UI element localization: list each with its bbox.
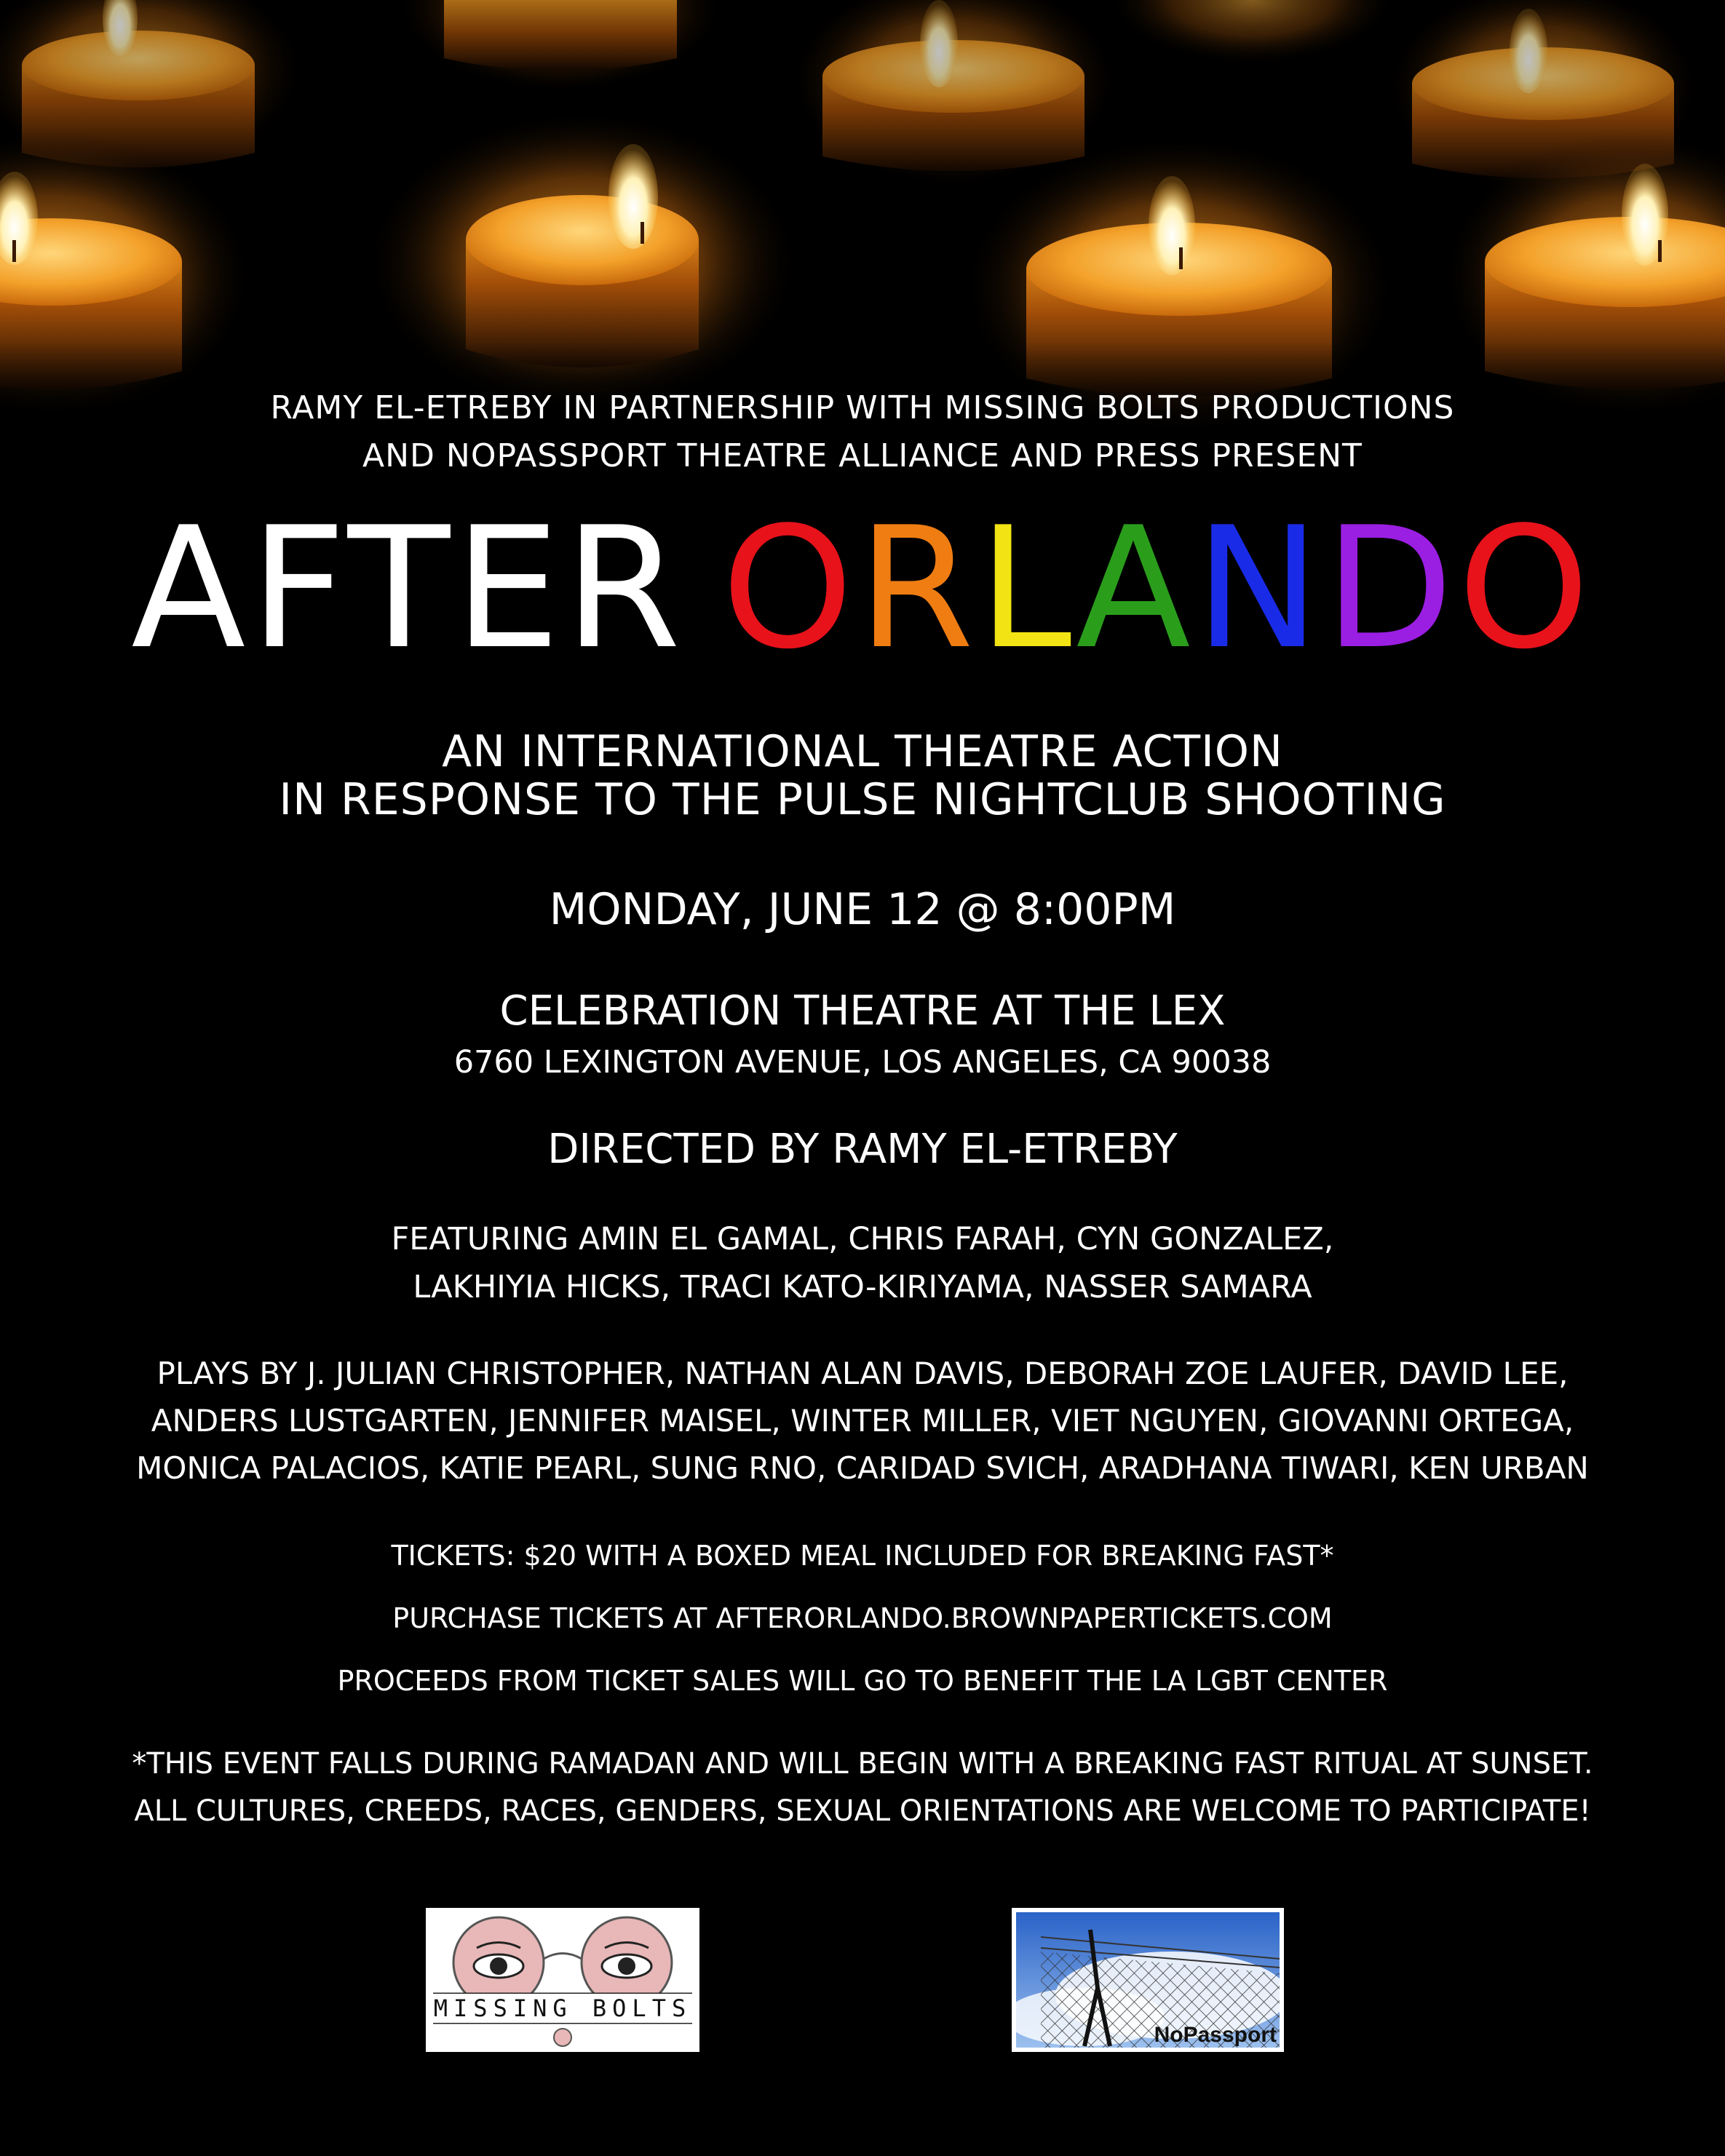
event-subtitle: [0, 728, 1725, 824]
cast-line-2: LAKHIYIA HICKS, TRACI KATO-KIRIYAMA, NASSER SAMARA: [413, 1269, 1312, 1305]
title-letter-5: N: [1194, 492, 1325, 686]
venue-address: 6760 LEXINGTON AVENUE, LOS ANGELES, CA 90038: [453, 1044, 1272, 1081]
note-line-2: ALL CULTURES, CREEDS, RACES, GENDERS, SEXUAL ORIENTATIONS ARE WELCOME TO PARTICIPATE!: [134, 1794, 1591, 1828]
proceeds-info: PROCEEDS FROM TICKET SALES WILL GO TO BENEFIT THE LA LGBT CENTER: [337, 1665, 1388, 1697]
playwrights-line-1: PLAYS BY J. JULIAN CHRISTOPHER, NATHAN ALAN DAVIS, DEBORAH ZOE LAUFER, DAVID LEE,: [156, 1356, 1569, 1391]
title-letter-1: O: [721, 492, 858, 686]
title-letter-4: A: [1076, 492, 1195, 686]
missing-bolts-wordmark: MISSING BOLTS: [426, 1994, 699, 2023]
cast-list: [0, 1215, 1725, 1311]
event-datetime: MONDAY, JUNE 12 @ 8:00PM: [549, 884, 1176, 935]
ramadan-note: [0, 1741, 1725, 1835]
cast-line-1: FEATURING AMIN EL GAMAL, CHRIS FARAH, CYN GONZALEZ,: [391, 1221, 1334, 1257]
event-title: [0, 492, 1725, 686]
playwrights-list: [0, 1350, 1725, 1492]
missing-bolts-logo: [426, 1908, 699, 2052]
playwrights-line-3: MONICA PALACIOS, KATIE PEARL, SUNG RNO, CARIDAD SVICH, ARADHANA TIWARI, KEN URBAN: [136, 1450, 1589, 1486]
presenters-credit: [0, 384, 1725, 480]
presenters-line-2: AND NOPASSPORT THEATRE ALLIANCE AND PRESS PRESENT: [362, 437, 1363, 474]
note-line-1: *THIS EVENT FALLS DURING RAMADAN AND WILL BEGIN WITH A BREAKING FAST RITUAL AT SUNSET.: [132, 1747, 1593, 1781]
ticket-price: TICKETS: $20 WITH A BOXED MEAL INCLUDED FOR BREAKING FAST*: [391, 1540, 1334, 1572]
nopassport-wordmark: NoPassport: [1154, 2023, 1277, 2047]
subtitle-line-2: IN RESPONSE TO THE PULSE NIGHTCLUB SHOOTING: [279, 774, 1446, 825]
playwrights-line-2: ANDERS LUSTGARTEN, JENNIFER MAISEL, WINTER MILLER, VIET NGUYEN, GIOVANNI ORTEGA,: [151, 1403, 1574, 1439]
nopassport-logo: [1012, 1908, 1284, 2052]
director-credit: DIRECTED BY RAMY EL-ETREBY: [547, 1126, 1178, 1173]
presenters-line-1: RAMY EL-ETREBY IN PARTNERSHIP WITH MISSING BOLTS PRODUCTIONS: [270, 389, 1455, 426]
title-letter-3: L: [978, 492, 1076, 686]
title-word-orlando: [721, 492, 1594, 686]
missing-bolts-glasses-icon: [426, 1908, 699, 2052]
title-word-after: AFTER: [131, 492, 686, 686]
title-letter-2: R: [857, 492, 979, 686]
subtitle-line-1: AN INTERNATIONAL THEATRE ACTION: [442, 726, 1283, 777]
venue-name: CELEBRATION THEATRE AT THE LEX: [499, 987, 1226, 1035]
title-letter-7: O: [1457, 492, 1594, 686]
title-letter-6: D: [1324, 492, 1458, 686]
purchase-info: PURCHASE TICKETS AT AFTERORLANDO.BROWNPAPERTICKETS.COM: [392, 1602, 1333, 1634]
